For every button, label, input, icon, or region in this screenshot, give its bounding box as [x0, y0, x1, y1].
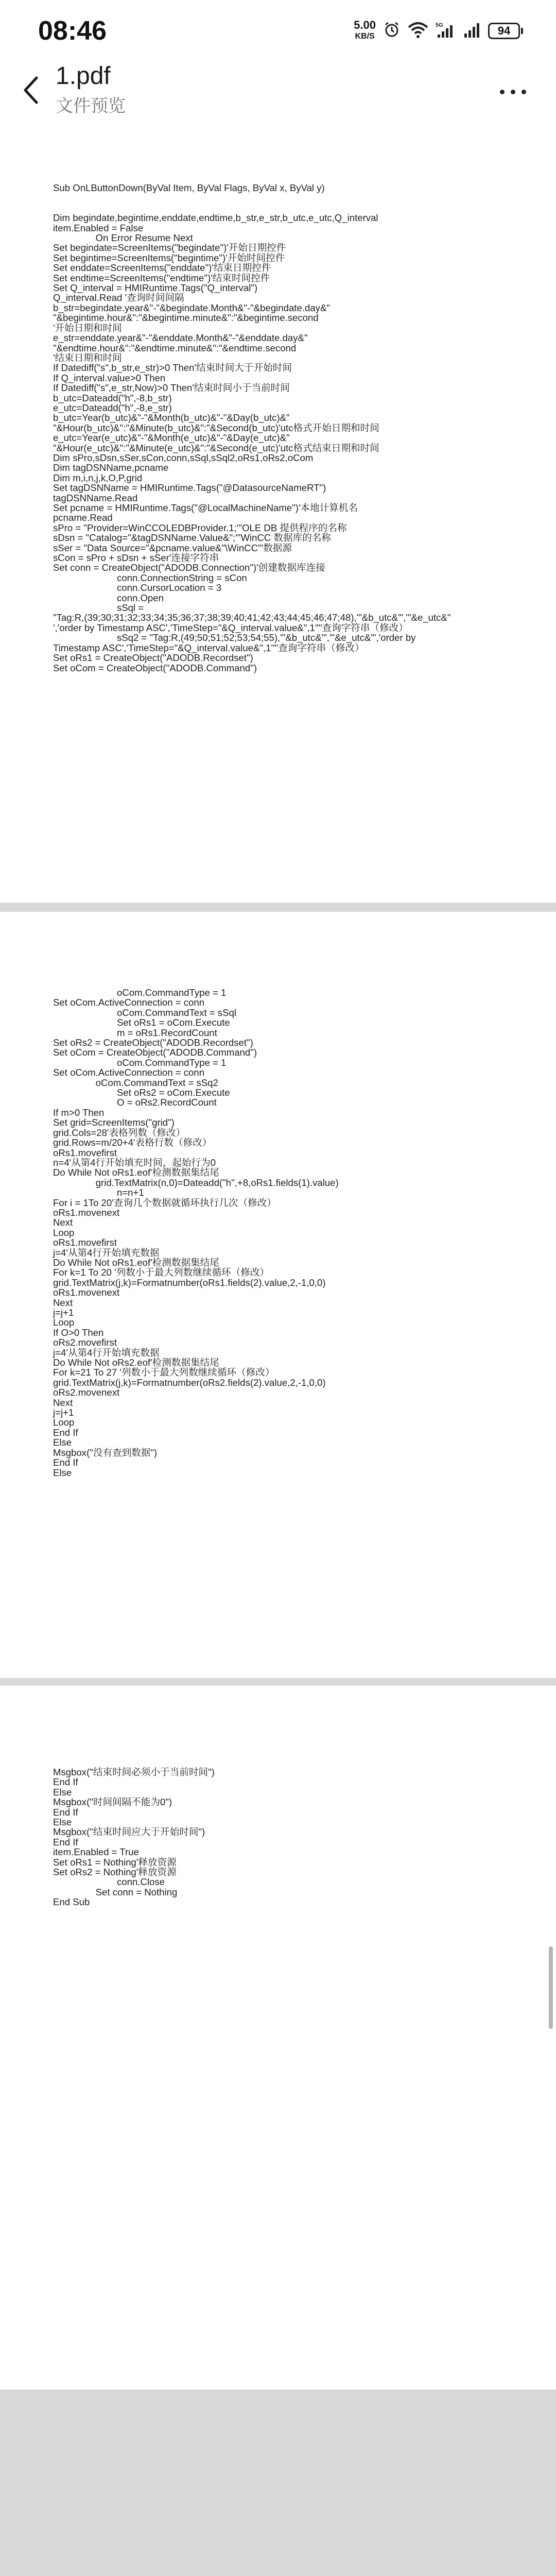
- pdf-page-2: [0, 912, 556, 1678]
- svg-text:5G: 5G: [436, 22, 443, 28]
- page-1-text: Sub OnLButtonDown(ByVal Item, ByVal Flags, ByVal x, ByVal y) Dim begindate,begintime,enddate,endtime,b_str,e_str,b_utc,e_utc,Q_interval item.Enabled = False On Error Resume Next Set begindate=ScreenItems("begindate")'开始日期控件 Set begintime=ScreenItems("begintime")'开始时间控件 Set enddate=ScreenItems("enddate")'结束日期控件 Set endtime=ScreenItems("endtime")'结束时间控件 Set Q_interval = HMIRuntime.Tags("Q_interval") Q_interval.Read '查询时间间隔 b_str=begindate.year&"-"&begindate.Month&"-"&begindate.day&" "&begintime.hour&":"&begintime.minute&":"&begintime.second '开始日期和时间 e_str=enddate.year&"-"&enddate.Month&"-"&enddate.day&" "&endtime.hour&":"&endtime.minute&":"&endtime.second '结束日期和时间 If Datediff("s",b_str,e_str)>0 Then'结束时间大于开始时间 If Q_interval.value>0 Then If Datediff("s",e_str,Now)>0 Then'结束时间小于当前时间 b_utc=Dateadd("h",-8,b_str) e_utc=Dateadd("h",-8,e_str) b_utc=Year(b_utc)&"-"&Month(b_utc)&"-"&Day(b_utc)&" "&Hour(b_utc)&":"&Minute(b_utc)&":"&Second(b_utc)'utc格式开始日期和时间 e_utc=Year(e_utc)&"-"&Month(e_utc)&"-"&Day(e_utc)&" "&Hour(e_utc)&":"&Minute(e_utc)&":"&Second(e_utc)'utc格式结束日期和时间 Dim sPro,sDsn,sSer,sCon,conn,sSql,sSql2,oRs1,oRs2,oCom Dim tagDSNName,pcname Dim m,i,n,j,k,O,P,grid Set tagDSNName = HMIRuntime.Tags("@DatasourceNameRT") tagDSNName.Read Set pcname = HMIRuntime.Tags("@LocalMachineName")'本地计算机名 pcname.Read sPro = "Provider=WinCCOLEDBProvider.1;"'OLE DB 提供程序的名称 sDsn = "Catalog="&tagDSNName.Value&";"'WinCC 数据库的名称 sSer = "Data Source="&pcname.value&"\WinCC"'数据源 sCon = sPro + sDsn + sSer'连接字符串 Set conn = CreateObject("ADODB.Connection")'创建数据库连接 conn.ConnectionString = sCon conn.CursorLocation = 3 conn.Open sSql = "Tag:R,(39;30;31;32;33;34;35;36;37;38;39;40;41;42;43;44;45;46;47;48),'"&b_utc&"','"&e_utc&" ','order by Timestamp ASC','TimeStep="&Q_interval.value&",1'"'查询字符串（修改） sSq2 = "Tag:R,(49;50;51;52;53;54;55),'"&b_utc&"','"&e_utc&"','order by Timestamp ASC','TimeStep="&Q_interval.value&",1'"'查询字符串（修改） Set oRs1 = CreateObject("ADODB.Recordset") Set oCom = CreateObject("ADODB.Command"): [53, 182, 451, 673]
- network-speed-unit: KB/S: [355, 32, 375, 41]
- scrollbar-thumb[interactable]: [549, 1946, 553, 2029]
- network-speed-value: 5.00: [354, 19, 376, 31]
- status-bar: [0, 0, 556, 61]
- signal-icon: [463, 21, 481, 41]
- wifi-icon: [408, 21, 428, 41]
- status-icons: [354, 18, 523, 44]
- chevron-left-icon: [21, 75, 42, 108]
- pdf-page-1: [0, 128, 556, 903]
- signal-5g-icon: [436, 21, 456, 41]
- page-subtitle: 文件预览: [56, 96, 126, 116]
- app-header: [0, 61, 556, 128]
- alarm-icon: [383, 21, 401, 41]
- more-dots-icon: [500, 90, 505, 94]
- page-title: 1.pdf: [56, 62, 111, 90]
- pdf-viewer[interactable]: [0, 128, 556, 2576]
- status-time: 08:46: [38, 16, 107, 46]
- back-button[interactable]: [13, 68, 49, 114]
- battery-icon: [488, 23, 523, 39]
- battery-level: 94: [488, 23, 520, 39]
- pdf-page-3: [0, 1686, 556, 2389]
- network-speed: [354, 20, 376, 42]
- page-2-text: oCom.CommandType = 1 Set oCom.ActiveConnection = conn oCom.CommandText = sSql Set oRs1 = oCom.Execute m = oRs1.RecordCount Set oRs2 = CreateObject("ADODB.Recordset") Set oCom = CreateObject("ADODB.Command") oCom.CommandType = 1 Set oCom.ActiveConnection = conn oCom.CommandText = sSq2 Set oRs2 = oCom.Execute O = oRs2.RecordCount If m>0 Then Set grid=ScreenItems("grid") grid.Cols=28'表格列数（修改） grid.Rows=m/20+4'表格行数（修改） oRs1.movefirst n=4'从第4行开始填充时间，起始行为0 Do While Not oRs1.eof'检测数据集结尾 grid.TextMatrix(n,0)=Dateadd("h",+8,oRs1.fields(1).value) n=n+1 For i = 1To 20'查询几个数据就循环执行几次（修改） oRs1.movenext Next Loop oRs1.movefirst j=4'从第4行开始填充数据 Do While Not oRs1.eof'检测数据集结尾 For k=1 To 20 '列数小于最大列数继续循环（修改） grid.TextMatrix(j,k)=Formatnumber(oRs1.fields(2).value,2,-1,0,0) oRs1.movenext Next j=j+1 Loop If O>0 Then oRs2.movefirst j=4'从第4行开始填充数据 Do While Not oRs2.eof'检测数据集结尾 For k=21 To 27 '列数小于最大列数继续循环（修改） grid.TextMatrix(j,k)=Formatnumber(oRs2.fields(2).value,2,-1,0,0) oRs2.movenext Next j=j+1 Loop End If Else Msgbox("没有查到数据") End If Else: [53, 987, 339, 1478]
- more-options-button[interactable]: [492, 76, 533, 107]
- page-3-text: Msgbox("结束时间必须小于当前时间") End If Else Msgbox("时间间隔不能为0") End If Else Msgbox("结束时间应大于开始时间") End If item.Enabled = True Set oRs1 = Nothing'释放资源 Set oRs2 = Nothing'释放资源 conn.Close Set conn = Nothing End Sub: [53, 1767, 215, 1908]
